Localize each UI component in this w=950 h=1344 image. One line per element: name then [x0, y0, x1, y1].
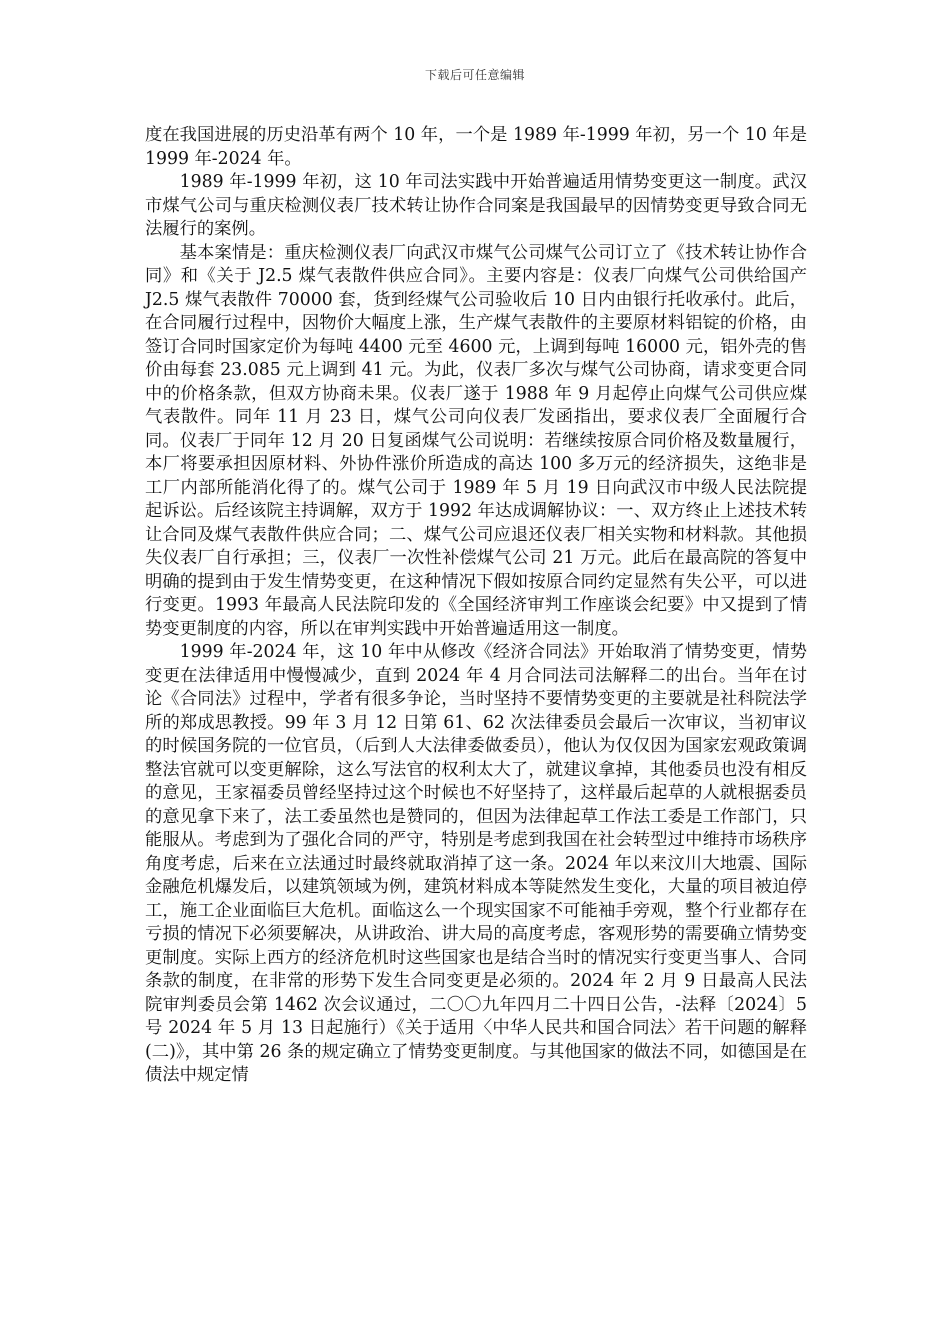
document-body	[145, 124, 807, 1088]
paragraph-1: 度在我国进展的历史沿革有两个 10 年，一个是 1989 年-1999 年初，另一个 10 年是 1999 年-2024 年。	[145, 125, 807, 169]
paragraph-3: 基本案情是：重庆检测仪表厂向武汉市煤气公司煤气公司订立了《技术转让协作合同》和《关于 J2.5 煤气表散件供应合同》。主要内容是：仪表厂向煤气公司供给国产 J2.5 煤气表散件 70000 套，货到经煤气公司验收后 10 日内由银行托收承付。此后，在合同履行过程中，因物价大幅度上涨，生产煤气表散件的主要原材料铝锭的价格，由签订合同时国家定价为每吨 4400 元至 4600 元，上调到每吨 16000 元，铝外壳的售价由每套 23.085 元上调到 41 元。为此，仪表厂多次与煤气公司协商，请求变更合同中的价格条款，但双方协商未果。仪表厂遂于 1988 年 9 月起停止向煤气公司供应煤气表散件。同年 11 月 23 日，煤气公司向仪表厂发函指出，要求仪表厂全面履行合同。仪表厂于同年 12 月 20 日复函煤气公司说明：若继续按原合同价格及数量履行，本厂将要承担因原材料、外协件涨价所造成的高达 100 多万元的经济损失，这绝非是工厂内部所能消化得了的。煤气公司于 1989 年 5 月 19 日向武汉市中级人民法院提起诉讼。后经该院主持调解，双方于 1992 年达成调解协议：一、双方终止上述技术转让合同及煤气表散件供应合同；二、煤气公司应退还仪表厂相关实物和材料款。其他损失仪表厂自行承担；三，仪表厂一次性补偿煤气公司 21 万元。此后在最高院的答复中明确的提到由于发生情势变更，在这种情况下假如按原合同约定显然有失公平，可以进行变更。1993 年最高人民法院印发的《全国经济审判工作座谈会纪要》中又提到了情势变更制度的内容，所以在审判实践中开始普遍适用这一制度。	[145, 242, 807, 639]
paragraph-2: 1989 年-1999 年初，这 10 年司法实践中开始普遍适用情势变更这一制度。武汉市煤气公司与重庆检测仪表厂技术转让协作合同案是我国最早的因情势变更导致合同无法履行的案例。	[145, 172, 807, 239]
paragraph-4: 1999 年-2024 年，这 10 年中从修改《经济合同法》开始取消了情势变更，情势变更在法律适用中慢慢减少，直到 2024 年 4 月合同法司法解释二的出台。当年在讨论《合同法》过程中，学者有很多争论，当时坚持不要情势变更的主要就是社科院法学所的郑成思教授。99 年 3 月 12 日第 61、62 次法律委员会最后一次审议，当初审议的时候国务院的一位官员，（后到人大法律委做委员），他认为仅仅因为国家宏观政策调整法官就可以变更解除，这么写法官的权利太大了，就建议拿掉，其他委员也没有相反的意见，王家福委员曾经坚持过这个时候也不好坚持了，这样最后起草的人就根据委员的意见拿下来了，法工委虽然也是赞同的，但因为法律起草工作法工委是工作部门，只能服从。考虑到为了强化合同的严守，特别是考虑到我国在社会转型过中维持市场秩序角度考虑，后来在立法通过时最终就取消掉了这一条。2024 年以来汶川大地震、国际金融危机爆发后，以建筑领域为例，建筑材料成本等陡然发生变化，大量的项目被迫停工，施工企业面临巨大危机。面临这么一个现实国家不可能袖手旁观，整个行业都存在亏损的情况下必须要解决，从讲政治、讲大局的高度考虑，客观形势的需要确立情势变更制度。实际上西方的经济危机时这些国家也是结合当时的情况实行变更当事人、合同条款的制度，在非常的形势下发生合同变更是必须的。2024 年 2 月 9 日最高人民法院审判委员会第 1462 次会议通过，二〇〇九年四月二十四日公告，-法释〔2024〕5 号 2024 年 5 月 13 日起施行）《关于适用〈中华人民共和国合同法〉若干问题的解释(二)》，其中第 26 条的规定确立了情势变更制度。与其他国家的做法不同，如德国是在债法中规定情	[145, 642, 807, 1085]
page-header: 下载后可任意编辑	[424, 68, 525, 82]
